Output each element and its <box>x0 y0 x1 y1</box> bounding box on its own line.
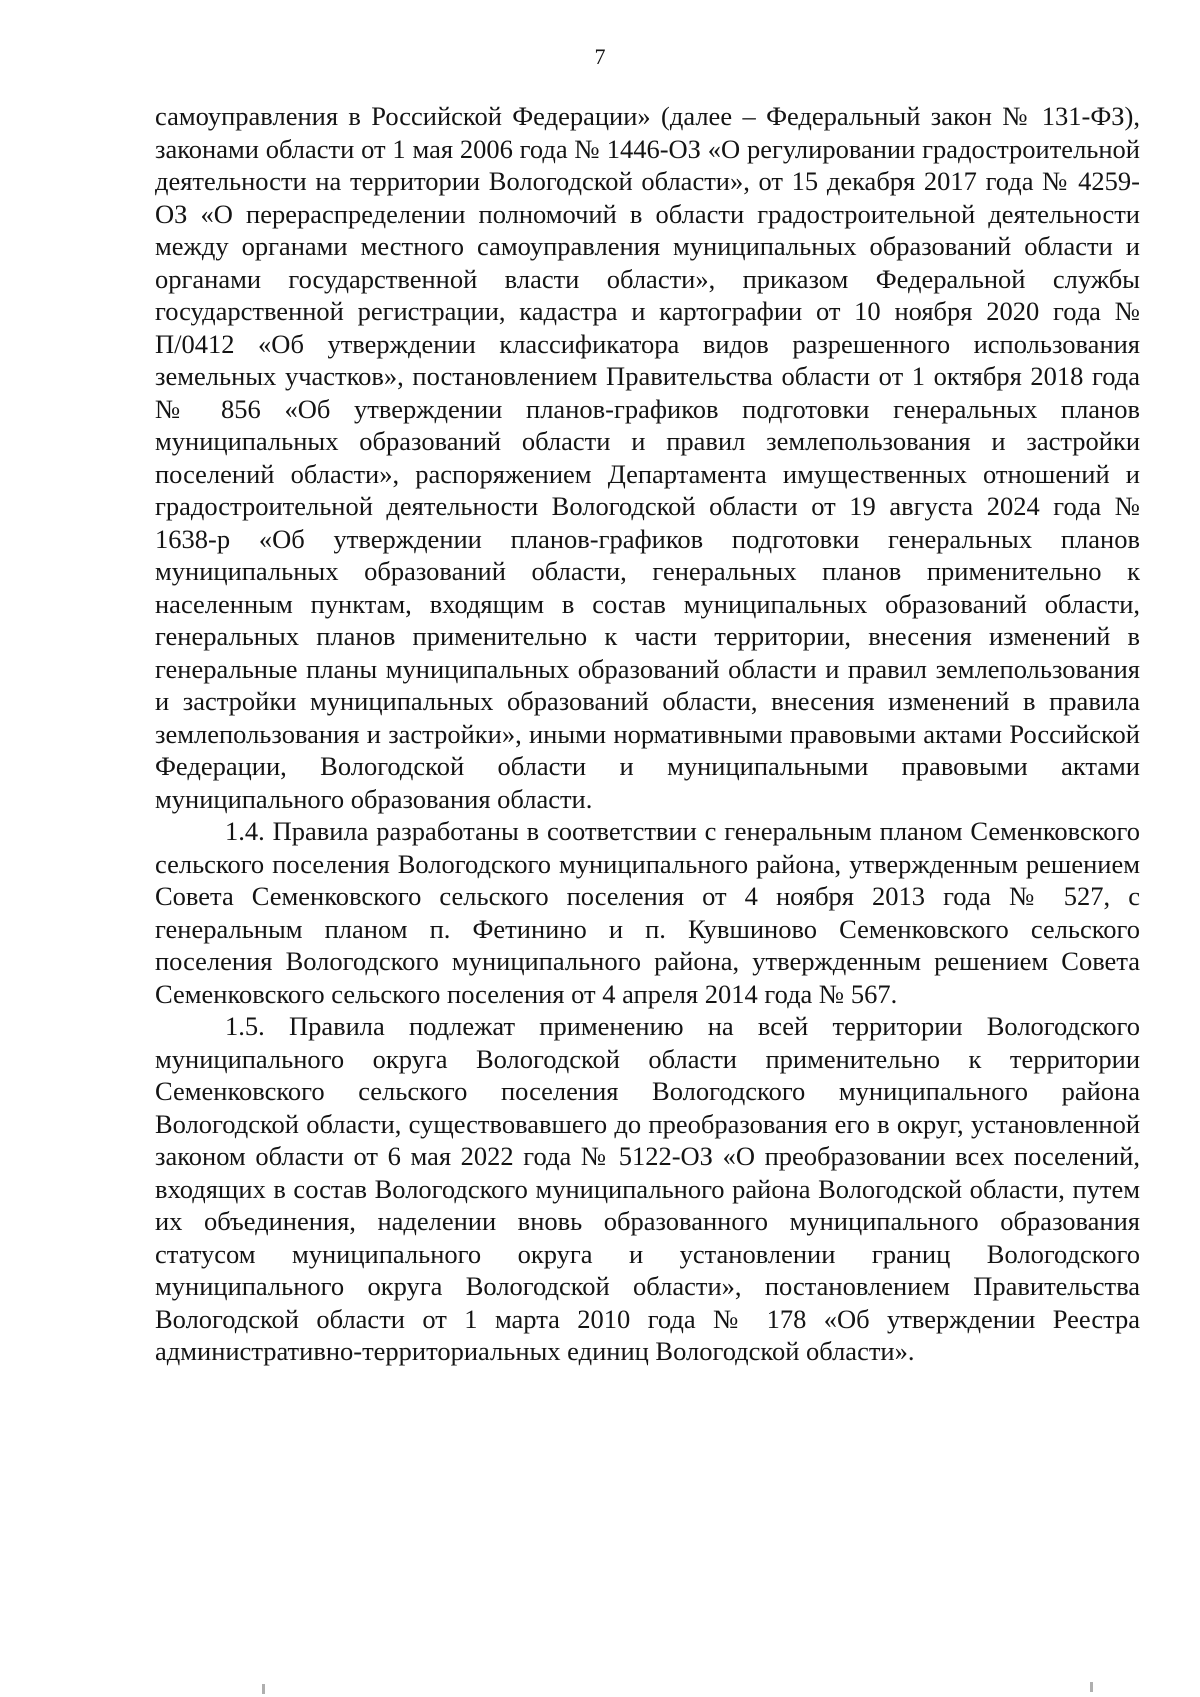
scan-artifact-mark <box>1090 1682 1093 1692</box>
paragraph-1-5: 1.5. Правила подлежат применению на всей территории Вологодского муниципального округа Вологодской области применительно к территории Семенковского сельского поселения Вологодского муниципального района Вологодской области, существовавшего до преобразования его в округ, установленной законом области от 6 мая 2022 года № 5122-ОЗ «О преобразовании всех поселений, входящих в состав Вологодского муниципального района Вологодской области, путем их объединения, наделении вновь образованного муниципального образования статусом муниципального округа и установлении границ Вологодского муниципального округа Вологодской области», постановлением Правительства Вологодской области от 1 марта 2010 года № 178 «Об утверждении Реестра административно-территориальных единиц Вологодской области». <box>155 1011 1140 1366</box>
document-body <box>155 100 1140 1368</box>
paragraph-1-4: 1.4. Правила разработаны в соответствии с генеральным планом Семенковского сельского поселения Вологодского муниципального района, утвержденным решением Совета Семенковского сельского поселения от 4 ноября 2013 года № 527, с генеральным планом п. Фетинино и п. Кувшиново Семенковского сельского поселения Вологодского муниципального района, утвержденным решением Совета Семенковского сельского поселения от 4 апреля 2014 года № 567. <box>155 816 1140 1009</box>
scan-artifact-mark <box>262 1684 265 1694</box>
paragraph-continuation: самоуправления в Российской Федерации» (далее – Федеральный закон № 131-ФЗ), законами области от 1 мая 2006 года № 1446-ОЗ «О регулировании градостроительной деятельности на территории Вологодской области», от 15 декабря 2017 года № 4259-ОЗ «О перераспределении полномочий в области градостроительной деятельности между органами местного самоуправления муниципальных образований области и органами государственной власти области», приказом Федеральной службы государственной регистрации, кадастра и картографии от 10 ноября 2020 года № П/0412 «Об утверждении классификатора видов разрешенного использования земельных участков», постановлением Правительства области от 1 октября 2018 года № 856 «Об утверждении планов-графиков подготовки генеральных планов муниципальных образований области и правил землепользования и застройки поселений области», распоряжением Департамента имущественных отношений и градостроительной деятельности Вологодской области от 19 августа 2024 года № 1638-р «Об утверждении планов-графиков подготовки генеральных планов муниципальных образований области, генеральных планов применительно к населенным пунктам, входящим в состав муниципальных образований области, генеральных планов применительно к части территории, внесения изменений в генеральные планы муниципальных образований области и правил землепользования и застройки муниципальных образований области, внесения изменений в правила землепользования и застройки», иными нормативными правовыми актами Российской Федерации, Вологодской области и муниципальными правовыми актами муниципального образования области. <box>155 101 1140 814</box>
page-number: 7 <box>594 44 606 69</box>
